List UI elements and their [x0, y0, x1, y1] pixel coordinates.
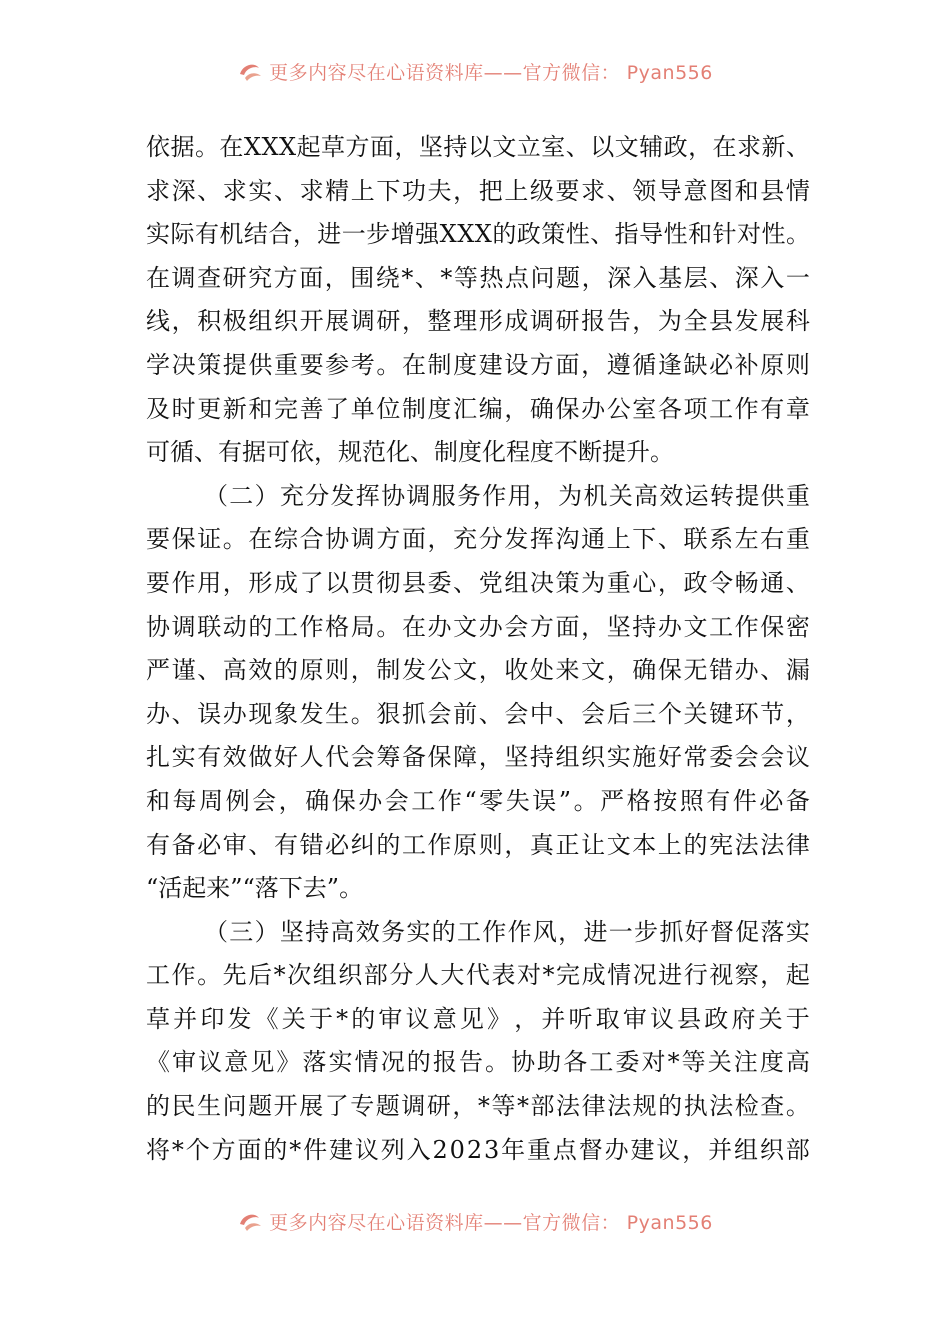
text-line: “活起来”“落下去”。: [146, 874, 364, 903]
text-line: 求 深 、 求 实 、 求 精 上 下 功 夫 ， 把 上 级 要 求 、 领 导 意 图 和 县 情: [146, 176, 810, 205]
brand-logo-icon: [237, 60, 263, 82]
text-line: 和 每 周 例 会 ， 确 保 办 会 工 作 “ 零 失 误 ” 。 严 格 按 照 有 件 必 备: [146, 786, 810, 815]
text-line: 草 并 印 发 《 关 于 * 的 审 议 意 见 》 ， 并 听 取 审 议 县 政 府 关 于: [146, 1004, 810, 1033]
text-line: 线 ， 积 极 组 织 开 展 调 研 ， 整 理 形 成 调 研 报 告 ， 为 全 县 发 展 科: [146, 307, 810, 336]
document-body: [146, 126, 810, 1172]
text-line: 严 谨 、 高 效 的 原 则 ， 制 发 公 文 ， 收 处 来 文 ， 确 保 无 错 办 、 漏: [146, 656, 810, 685]
brand-logo-icon: [237, 1210, 263, 1232]
text-line: 实 际 有 机 结 合 ， 进 一 步 增 强 X X X 的 政 策 性 、 指 导 性 和 针 对 性 。: [146, 220, 810, 249]
section-heading-line: （ 二 ） 充 分 发 挥 协 调 服 务 作 用 ， 为 机 关 高 效 运 转 提 供 重: [204, 481, 810, 510]
watermark-text: 更多内容尽在心语资料库——官方微信： Pyan556: [269, 61, 713, 84]
text-line: 将 * 个 方 面 的 * 件 建 议 列 入 2 0 2 3 年 重 点 督 办 建 议 ， 并 组 织 部: [146, 1135, 810, 1164]
text-line: 协 调 联 动 的 工 作 格 局 。 在 办 文 办 会 方 面 ， 坚 持 办 文 工 作 保 密: [146, 612, 810, 641]
text-line: 《 审 议 意 见 》 落 实 情 况 的 报 告 。 协 助 各 工 委 对 * 等 关 注 度 高: [146, 1048, 810, 1077]
text-line: 的 民 生 问 题 开 展 了 专 题 调 研 ， * 等 * 部 法 律 法 规 的 执 法 检 查 。: [146, 1092, 810, 1121]
text-line: 学 决 策 提 供 重 要 参 考 。 在 制 度 建 设 方 面 ， 遵 循 逢 缺 必 补 原 则: [146, 350, 810, 379]
text-line: 要 作 用 ， 形 成 了 以 贯 彻 县 委 、 党 组 决 策 为 重 心 ， 政 令 畅 通 、: [146, 568, 810, 597]
watermark-footer: [0, 1208, 950, 1234]
section-heading-line: （ 三 ） 坚 持 高 效 务 实 的 工 作 作 风 ， 进 一 步 抓 好 督 促 落 实: [204, 917, 810, 946]
text-line: 有 备 必 审 、 有 错 必 纠 的 工 作 原 则 ， 真 正 让 文 本 上 的 宪 法 法 律: [146, 830, 810, 859]
text-line: 办 、 误 办 现 象 发 生 。 狠 抓 会 前 、 会 中 、 会 后 三 个 关 键 环 节 ，: [146, 699, 810, 728]
text-line: 依 据 。 在 X X X 起 草 方 面 ， 坚 持 以 文 立 室 、 以 文 辅 政 ， 在 求 新 、: [146, 133, 810, 161]
text-line: 在 调 查 研 究 方 面 ， 围 绕 * 、 * 等 热 点 问 题 ， 深 入 基 层 、 深 入 一: [146, 263, 810, 292]
watermark-header: [0, 58, 950, 84]
text-line: 要 保 证 。 在 综 合 协 调 方 面 ， 充 分 发 挥 沟 通 上 下 、 联 系 左 右 重: [146, 525, 810, 554]
watermark-text: 更多内容尽在心语资料库——官方微信： Pyan556: [269, 1211, 713, 1234]
text-line: 工 作 。 先 后 * 次 组 织 部 分 人 大 代 表 对 * 完 成 情 况 进 行 视 察 ， 起: [146, 961, 810, 990]
text-line: 扎 实 有 效 做 好 人 代 会 筹 备 保 障 ， 坚 持 组 织 实 施 好 常 委 会 会 议: [146, 743, 810, 772]
text-line: 及 时 更 新 和 完 善 了 单 位 制 度 汇 编 ， 确 保 办 公 室 各 项 工 作 有 章: [146, 394, 810, 423]
text-line: 可循、有据可依，规范化、制度化程度不断提升。: [146, 438, 674, 467]
